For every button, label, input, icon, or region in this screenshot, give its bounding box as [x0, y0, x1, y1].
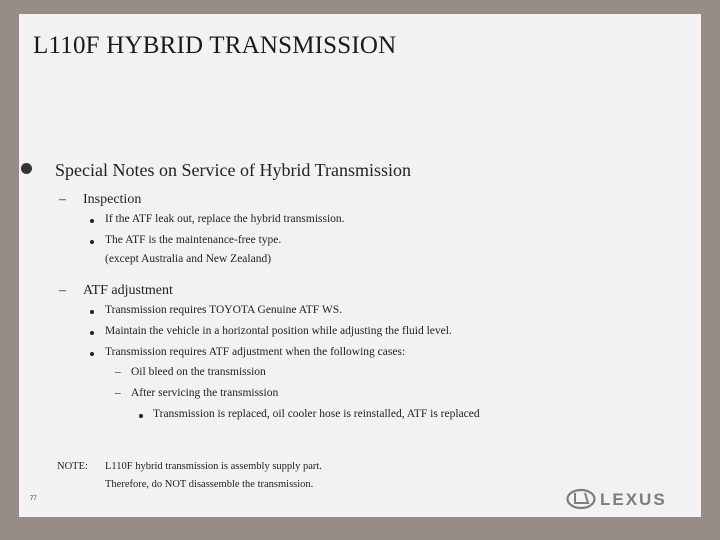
bullet-icon — [90, 240, 94, 244]
inspection-item: The ATF is the maintenance-free type. — [105, 234, 282, 246]
inspection-heading: Inspection — [83, 192, 142, 207]
dash-icon: – — [115, 366, 121, 378]
svg-text:LEXUS: LEXUS — [600, 490, 667, 509]
slide — [19, 14, 701, 517]
bullet-icon — [21, 163, 32, 174]
atf-subcase: Transmission is replaced, oil cooler hose is reinstalled, ATF is replaced — [153, 408, 480, 420]
dash-icon: – — [59, 192, 66, 207]
note-line: Therefore, do NOT disassemble the transmission. — [105, 479, 314, 490]
atf-item: Maintain the vehicle in a horizontal position while adjusting the fluid level. — [105, 325, 452, 337]
slide-title: L110F HYBRID TRANSMISSION — [33, 32, 397, 59]
bullet-icon — [90, 331, 94, 335]
bullet-icon — [90, 352, 94, 356]
note-label: NOTE: — [57, 461, 88, 472]
atf-item: Transmission requires ATF adjustment when the following cases: — [105, 346, 406, 358]
atf-case: Oil bleed on the transmission — [131, 366, 266, 378]
bullet-icon — [90, 219, 94, 223]
inspection-item: If the ATF leak out, replace the hybrid transmission. — [105, 213, 345, 225]
note-line: L110F hybrid transmission is assembly supply part. — [105, 461, 322, 472]
lexus-logo — [566, 488, 684, 510]
bullet-icon — [90, 310, 94, 314]
dash-icon: – — [59, 283, 66, 298]
bullet-icon — [139, 414, 143, 418]
atf-case: After servicing the transmission — [131, 387, 279, 399]
atf-heading: ATF adjustment — [83, 283, 173, 298]
section-heading: Special Notes on Service of Hybrid Transmission — [55, 160, 411, 180]
dash-icon: – — [115, 387, 121, 399]
atf-item: Transmission requires TOYOTA Genuine ATF WS. — [105, 304, 342, 316]
page-number: 77 — [30, 496, 37, 502]
inspection-item-note: (except Australia and New Zealand) — [105, 253, 272, 265]
